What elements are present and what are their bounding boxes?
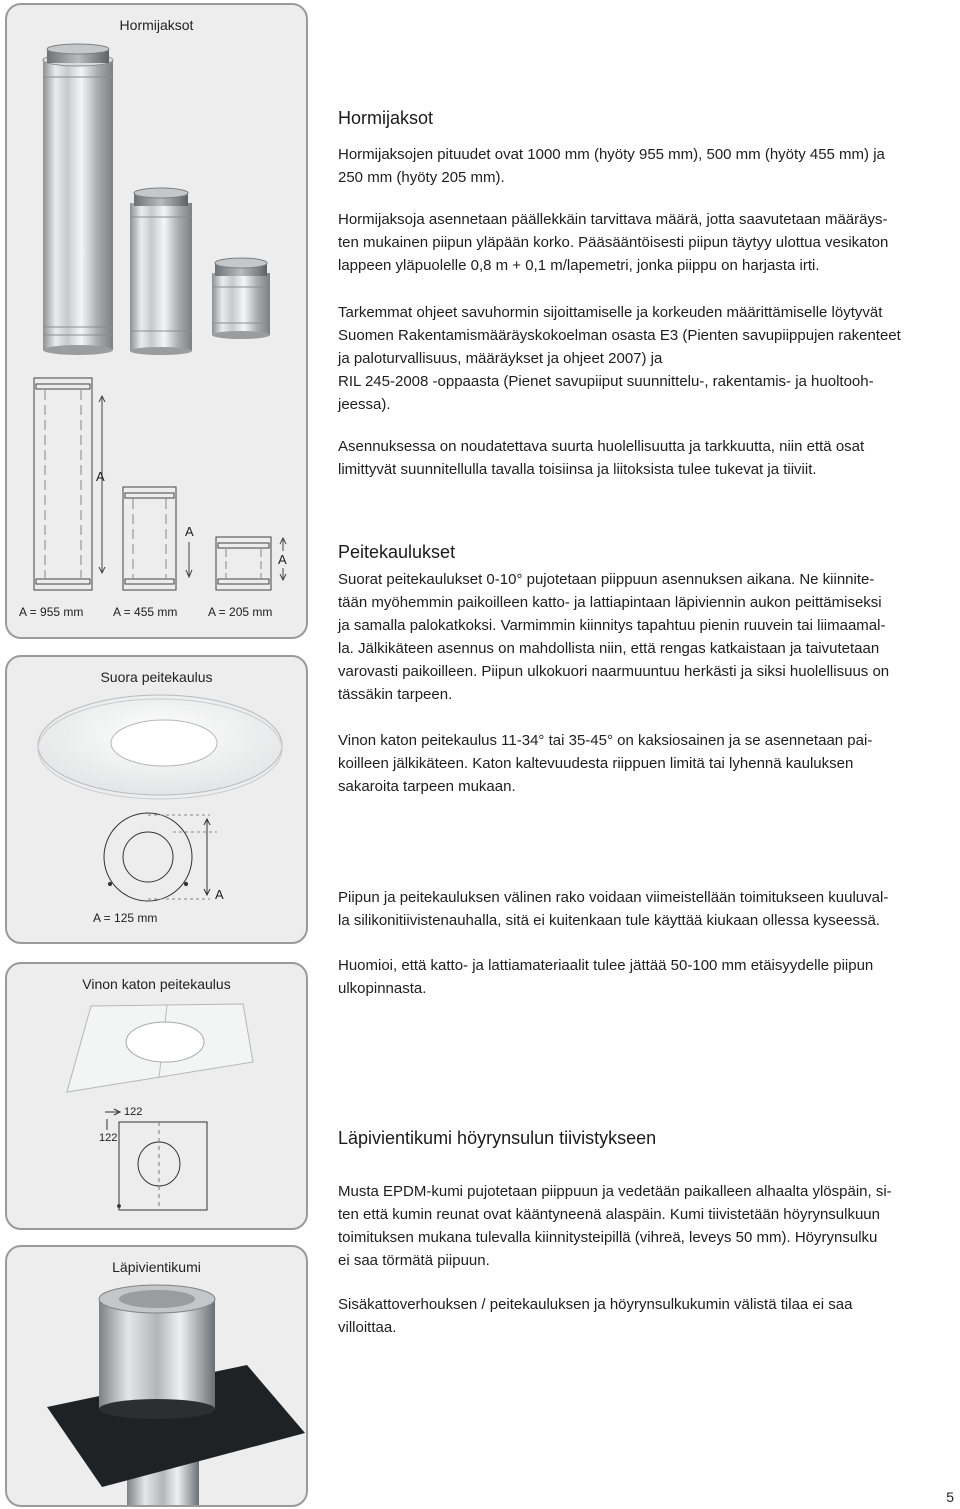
- panel-vinon-katon-peitekaulus: [5, 962, 308, 1230]
- text-line: ulkopinnasta.: [338, 980, 427, 997]
- paragraph-silicone-tape: [338, 886, 960, 932]
- paragraph-care: [338, 435, 960, 481]
- text-line: koilleen jälkikäteen. Katon kaltevuudesta riippuen limitä tai lyhennä kauluksen: [338, 755, 854, 772]
- text-line: ei saa törmätä piipuun.: [338, 1252, 490, 1269]
- text-line: sakaroita tarpeen mukaan.: [338, 778, 516, 795]
- dimension-a-tall: A: [96, 469, 105, 484]
- heading-peitekaulukset: Peitekaulukset: [338, 542, 456, 562]
- panel-suora-peitekaulus: [5, 655, 308, 944]
- sloped-collar-photo: [67, 1004, 253, 1092]
- text-line: Vinon katon peitekaulus 11-34° tai 35-45° on kaksiosainen ja se asennetaan pai-: [338, 732, 873, 749]
- paragraph-no-insulation: [338, 1293, 960, 1339]
- straight-collar-illustration: [7, 657, 308, 944]
- dimension-label-455: A = 455 mm: [113, 605, 178, 619]
- text-line: Suomen Rakentamismääräyskokoelman osasta E3 (Pienten savupiippujen rakenteet: [338, 327, 901, 344]
- pipe-1000-drawing: [34, 378, 105, 590]
- dimension-a-short: A: [278, 552, 287, 567]
- paragraph-epdm: [338, 1180, 960, 1272]
- text-line: ja samalla palokatkoksi. Varmimmin kiinnitys tapahtuu pienin ruuvein tai liimaamal-: [338, 617, 886, 634]
- pipe-500-drawing: [123, 487, 192, 590]
- paragraph-lengths: [338, 143, 960, 189]
- text-line: villoittaa.: [338, 1319, 397, 1336]
- text-line: Huomioi, että katto- ja lattiamateriaalit tulee jättää 50-100 mm etäisyydelle piipun: [338, 957, 874, 974]
- paragraph-clearance: [338, 954, 960, 1000]
- collar-drawing: [104, 813, 217, 901]
- rubber-seal-photo: [47, 1285, 305, 1507]
- text-line: Hormijaksoja asennetaan päällekkäin tarvittava määrä, jotta saavutetaan määräys-: [338, 211, 888, 228]
- panel-lapivientikumi: [5, 1245, 308, 1507]
- page-number: 5: [946, 1489, 954, 1505]
- panel-hormijaksot: [5, 3, 308, 639]
- text-line: ja paloturvallisuus, määräykset ja ohjeet 2007) ja: [338, 350, 663, 367]
- text-line: lappeen yläpuolelle 0,8 m + 0,1 m/lapemetri, jonka piippu on harjasta irti.: [338, 257, 820, 274]
- rubber-seal-illustration: [7, 1247, 308, 1507]
- text-line: Musta EPDM-kumi pujotetaan piippuun ja vedetään paikalleen alhaalta ylöspäin, si-: [338, 1183, 892, 1200]
- dimension-label-125: A = 125 mm: [93, 911, 158, 925]
- paragraph-straight-collars: [338, 568, 960, 706]
- dimension-a-medium: A: [185, 524, 194, 539]
- text-line: tään myöhemmin paikoilleen katto- ja lattiapintaan läpiviennin aukon peittämiseksi: [338, 594, 882, 611]
- pipe-1000-photo: [43, 44, 113, 355]
- dimension-122-top: 122: [124, 1106, 143, 1118]
- pipe-500-photo: [130, 188, 192, 355]
- text-line: tässäkin tarpeen.: [338, 686, 453, 703]
- text-line: Piipun ja peitekauluksen välinen rako voidaan viimeistellään toimitukseen kuuluval-: [338, 889, 889, 906]
- text-line: la. Jälkikäteen asennus on mahdollista niin, että rengas katkaistaan ja taivutetaan: [338, 640, 880, 657]
- dimension-label-205: A = 205 mm: [208, 605, 273, 619]
- text-line: toimituksen mukana tulevalla kiinnitysteipillä (vihreä, leveys 50 mm). Höyrynsulku: [338, 1229, 878, 1246]
- dimension-label-955: A = 955 mm: [19, 605, 84, 619]
- pipe-250-photo: [212, 258, 270, 339]
- chimney-sections-illustration: [7, 5, 308, 639]
- heading-lapivientikumi: Läpivientikumi höyrynsulun tiivistykseen: [338, 1128, 657, 1148]
- panel-title-vinon: Vinon katon peitekaulus: [82, 976, 231, 992]
- text-line: varovasti paikoilleen. Piipun ulkokuori naarmuuntuu herkästi ja siksi huolellisuus on: [338, 663, 890, 680]
- text-line: Hormijaksojen pituudet ovat 1000 mm (hyöty 955 mm), 500 mm (hyöty 455 mm) ja: [338, 146, 885, 163]
- pipe-250-drawing: [216, 537, 286, 590]
- sloped-collar-drawing: [105, 1109, 207, 1210]
- collar-photo: [38, 695, 282, 799]
- panel-title-suora: Suora peitekaulus: [100, 669, 213, 685]
- dimension-a-collar: A: [215, 887, 224, 902]
- panel-title-hormijaksot: Hormijaksot: [119, 17, 194, 33]
- text-line: limittyvät suunnitellulla tavalla toisiinsa ja liitoksista tulee tukevat ja tiiviit.: [338, 461, 817, 478]
- text-line: Tarkemmat ohjeet savuhormin sijoittamiselle ja korkeuden määrittämiselle löytyvät: [338, 304, 883, 321]
- paragraph-regulations: [338, 301, 960, 416]
- text-line: la silikonitiivistenauhalla, sitä ei kuitenkaan tule käyttää kiukaan ollessa kyseessä.: [338, 912, 880, 929]
- heading-hormijaksot: Hormijaksot: [338, 108, 434, 128]
- text-line: jeessa).: [338, 396, 391, 413]
- dimension-122-left: 122: [99, 1132, 118, 1144]
- text-line: ten mukainen piipun yläpään korko. Pääsääntöisesti piipun täytyy ulottua vesikaton: [338, 234, 889, 251]
- paragraph-installation: [338, 208, 960, 277]
- text-line: RIL 245-2008 -oppaasta (Pienet savupiiput suunnittelu-, rakentamis- ja huoltooh-: [338, 373, 874, 390]
- sloped-collar-illustration: [7, 964, 308, 1230]
- text-line: Suorat peitekaulukset 0-10° pujotetaan piippuun asennuksen aikana. Ne kiinnite-: [338, 571, 875, 588]
- text-line: Sisäkattoverhouksen / peitekauluksen ja höyrynsulkukumin välistä tilaa ei saa: [338, 1296, 853, 1313]
- text-line: ten että kumin reunat ovat kääntyneenä alaspäin. Kumi tiivistetään höyrynsulkuun: [338, 1206, 880, 1223]
- text-line: Asennuksessa on noudatettava suurta huolellisuutta ja tarkkuutta, niin että osat: [338, 438, 865, 455]
- text-line: 250 mm (hyöty 205 mm).: [338, 169, 505, 186]
- panel-title-lapivienti: Läpivientikumi: [112, 1259, 201, 1275]
- paragraph-sloped-collar: [338, 729, 960, 798]
